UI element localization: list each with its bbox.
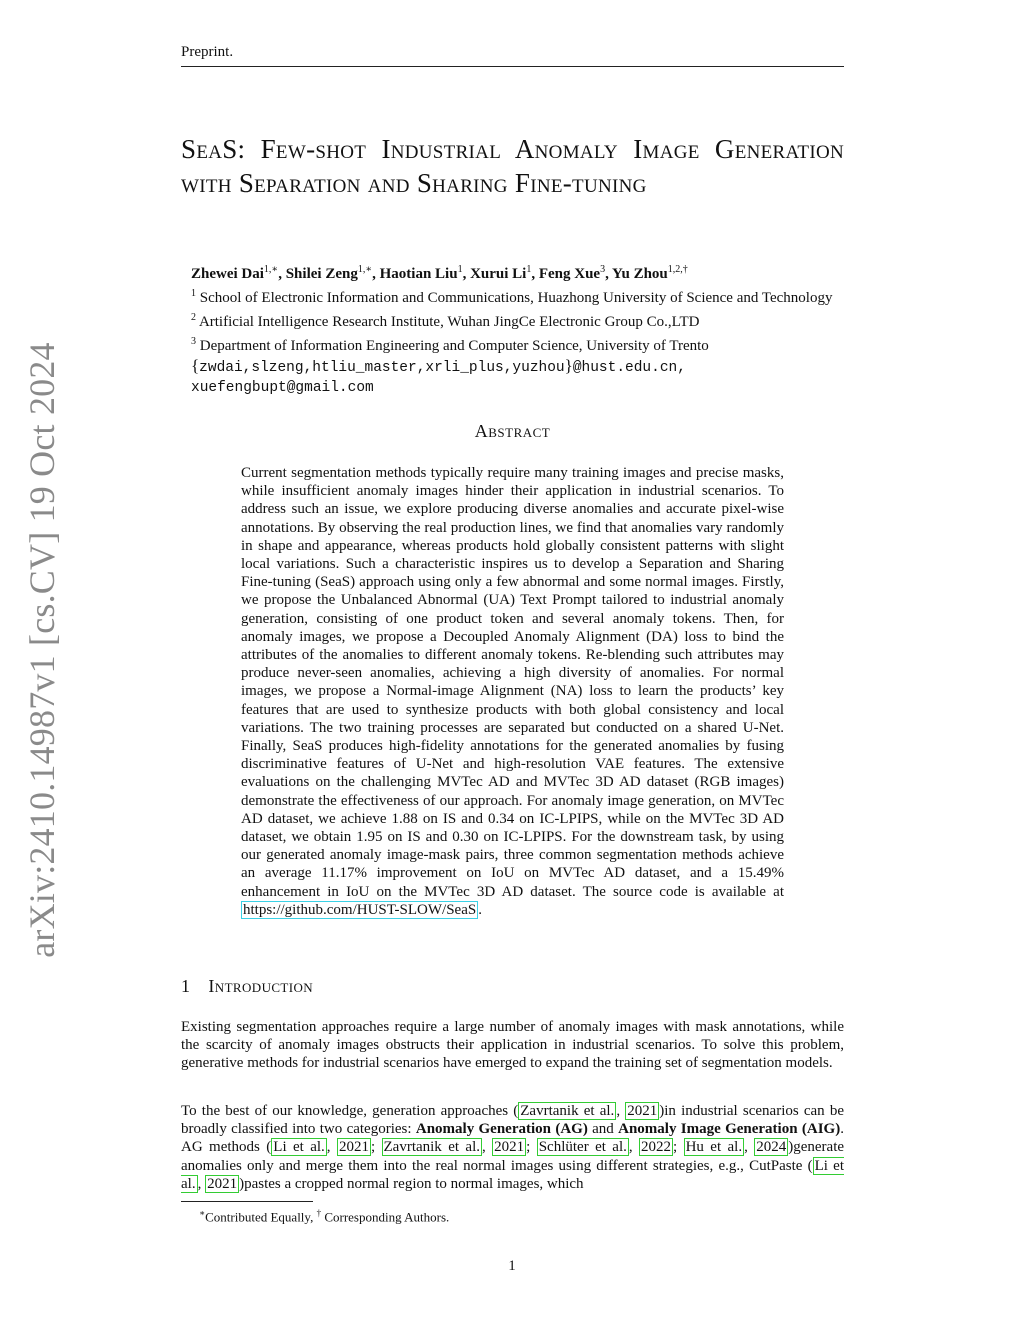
email-address: xuefengbupt@gmail.com <box>191 380 374 396</box>
citation-year-link[interactable]: 2021 <box>338 1139 369 1156</box>
affiliation-2: $^2$ Artificial Intelligence Research Institute, Wuhan JingCe Electronic Group Co.,LTD <box>191 312 700 330</box>
citation-link[interactable]: Zavrtanik et al. <box>520 1103 615 1119</box>
intro-paragraph-1: Existing segmentation approaches require a large number of anomaly images with mask annotations, while the scarcity of anomaly images obstructs their application in industrial scenarios. To solve this problem, generative methods for industrial scenarios have emerged to expand the training set of segmentation models. <box>181 1019 844 1072</box>
bold-term: Anomaly Generation (AG) <box>415 1121 588 1138</box>
section-heading-introduction <box>181 976 313 997</box>
intro-paragraph-2: To the best of our knowledge, generation approaches ( Zavrtanik et al. , 2021 )in industrial scenarios can be broadly classified into two categories: Anomaly Generation (AG) and Anomaly Image Generation (AIG). AG methods ( Li et al. , 2021 ; Zavrtanik et al. , 2021 ; Schlüter et al. , 2022 ; Hu et al. , 2024 )generate anomalies only and merge them into the real normal images using different strategies, e.g., CutPaste ( Li et al. , 2021 )pastes a cropped normal region to normal images, which <box>181 1103 845 1192</box>
citation-year-link[interactable]: 2024 <box>756 1139 787 1156</box>
abstract-text: Current segmentation methods typically require many training images and precise masks, while insufficient anomaly images hinder their application in industrial scenarios. To address such an issue, we explore producing diverse anomalies and accurate pixel-wise annotations. By observing the real production lines, we find that anomalies vary randomly in shape and appearance, whereas products hold globally consistent patterns with slight local variations. Such a characteristic inspires us to develop a Separation and Sharing Fine-tuning (SeaS) approach using only a few abnormal and some normal images. Firstly, we propose the Unbalanced Abnormal (UA) Text Prompt tailored to industrial anomaly generation, consisting of one product token and several anomaly tokens. Then, for anomaly images, we propose a Decoupled Anomaly Alignment (DA) loss to bind the attributes of the anomalies to different anomaly tokens. Re-blending such attributes may produce never-seen anomalies, achieving a high diversity of anomalies. For normal images, we propose a Normal-image Alignment (NA) loss to learn the products’ key features that are used to synthesize products with both global consistency and local variations. The two training processes are separated but conducted on a shared U-Net. Finally, SeaS produces high-fidelity annotations for the generated anomalies by fusing discriminative features of U-Net and high-resolution VAE features. The extensive evaluations on the challenging MVTec AD and MVTec 3D AD dataset (RGB images) demonstrate the effectiveness of our approach. For anomaly image generation, on MVTec AD dataset, we achieve 1.88 on IS and 0.34 on IC-LPIPS, while on the MVTec 3D AD dataset, we obtain 1.95 on IS and 0.30 on IC-LPIPS. For the downstream task, by using our generated anomaly image-mask pairs, three common segmentation methods achieve an average 11.17% improvement on IoU on MVTec AD dataset, and a 15.49% enhancement in IoU on the MVTec 3D AD dataset. The source code is available at <box>241 465 784 900</box>
abstract-body: Current segmentation methods typically require many training images and precise masks, while insufficient anomaly images hinder their application in industrial scenarios. To address such an issue, we explore producing diverse anomalies and accurate pixel-wise annotations. By observing the real production lines, we find that anomalies vary randomly in shape and appearance, whereas products hold globally consistent patterns with slight local variations. Such a characteristic inspires us to develop a Separation and Sharing Fine-tuning (SeaS) approach using only a few abnormal and some normal images. Firstly, we propose the Unbalanced Abnormal (UA) Text Prompt tailored to industrial anomaly generation, consisting of one product token and several anomaly tokens. Then, for anomaly images, we propose a Decoupled Anomaly Alignment (DA) loss to bind the attributes of the anomalies to different anomaly tokens. Re-blending such attributes may produce never-seen anomalies, achieving a high diversity of anomalies. For normal images, we propose a Normal-image Alignment (NA) loss to learn the products’ key features that are used to synthesize products with both global consistency and local variations. The two training processes are separated but conducted on a shared U-Net. Finally, SeaS produces high-fidelity annotations for the generated anomalies by fusing discriminative features of U-Net and high-resolution VAE features. The extensive evaluations on the challenging MVTec AD and MVTec 3D AD dataset (RGB images) demonstrate the effectiveness of our approach. For anomaly image generation, on MVTec AD dataset, we achieve 1.88 on IS and 0.34 on IC-LPIPS, while on the MVTec 3D AD dataset, we obtain 1.95 on IS and 0.30 on IC-LPIPS. For the downstream task, by using our generated anomaly image-mask pairs, three common segmentation methods achieve an average 11.17% improvement on IoU on MVTec AD dataset, and a 15.49% enhancement in IoU on the MVTec 3D AD dataset. The source code is available at https://github.com/HUST-SLOW/SeaS . <box>241 465 784 918</box>
author-affiliation-mark: 1 <box>526 264 532 275</box>
author-names: Zhewei Dai$^{1,∗}$, Shilei Zeng$^{1,∗}$, Haotian Liu$^1$, Xurui Li$^1$, Feng Xue$^3$, Yu Zhou$^{1,2,\dagger}$ <box>191 264 688 282</box>
email-line-2 <box>191 378 911 398</box>
affiliation-3: $^3$ Department of Information Engineering and Computer Science, University of Trento <box>191 336 709 354</box>
footnote: ∗Contributed Equally, † Corresponding Authors. <box>199 1208 450 1225</box>
author-affiliation-mark: 1,∗ <box>263 264 279 275</box>
header-rule <box>181 66 844 67</box>
affiliation-1: $^1$ School of Electronic Information and Communications, Huazhong University of Science and Technology <box>191 288 833 306</box>
author-affiliation-mark: 1,2,† <box>667 264 688 275</box>
citation-year-link[interactable]: 2021 <box>494 1139 525 1156</box>
paper-title: SeaS: Few-shot Industrial Anomaly Image Generation with Separation and Sharing Fine-tuning <box>181 134 844 198</box>
citation-link[interactable]: Li et al. <box>273 1139 325 1156</box>
arxiv-stamp: arXiv:2410.14987v1 [cs.CV] 19 Oct 2024 <box>22 342 62 958</box>
author-name: Feng Xue <box>538 266 601 282</box>
abstract-heading: Abstract <box>474 421 551 441</box>
author-affiliation-mark: 1,∗ <box>357 264 373 275</box>
citation-year-link[interactable]: 2021 <box>207 1175 238 1192</box>
author-name: Haotian Liu <box>379 266 458 282</box>
email-list: zwdai,slzeng,htliu_master,xrli_plus,yuzhou <box>199 360 565 376</box>
page-number: 1 <box>508 1258 516 1274</box>
citation-year-link[interactable]: 2022 <box>641 1139 672 1156</box>
source-code-link[interactable]: https://github.com/HUST-SLOW/SeaS <box>243 901 477 918</box>
email-domain: @hust.edu.cn, <box>572 360 686 376</box>
preprint-label: Preprint. <box>181 44 234 60</box>
author-block <box>191 260 911 398</box>
bold-term: Anomaly Image Generation (AIG) <box>618 1121 841 1138</box>
section-number: 1 <box>181 976 191 996</box>
footnote-rule <box>181 1201 313 1202</box>
author-name: Xurui Li <box>470 266 527 282</box>
author-affiliation-mark: 1 <box>457 264 463 275</box>
arxiv-stamp-wrapper <box>12 342 72 958</box>
citation-year-link[interactable]: 2021 <box>627 1103 658 1119</box>
section-title: Introduction <box>208 976 314 996</box>
author-name: Shilei Zeng <box>285 266 358 282</box>
citation-link[interactable]: Li et al. <box>181 1157 844 1192</box>
author-name: Yu Zhou <box>612 266 668 282</box>
author-affiliation-mark: 3 <box>600 264 606 275</box>
author-name: Zhewei Dai <box>191 266 264 282</box>
citation-link[interactable]: Schlüter et al. <box>538 1139 627 1156</box>
email-line-1: {zwdai,slzeng,htliu_master,xrli_plus,yuzhou}@hust.edu.cn, <box>191 356 686 376</box>
citation-link[interactable]: Zavrtanik et al. <box>383 1139 480 1156</box>
citation-link[interactable]: Hu et al. <box>685 1139 743 1156</box>
